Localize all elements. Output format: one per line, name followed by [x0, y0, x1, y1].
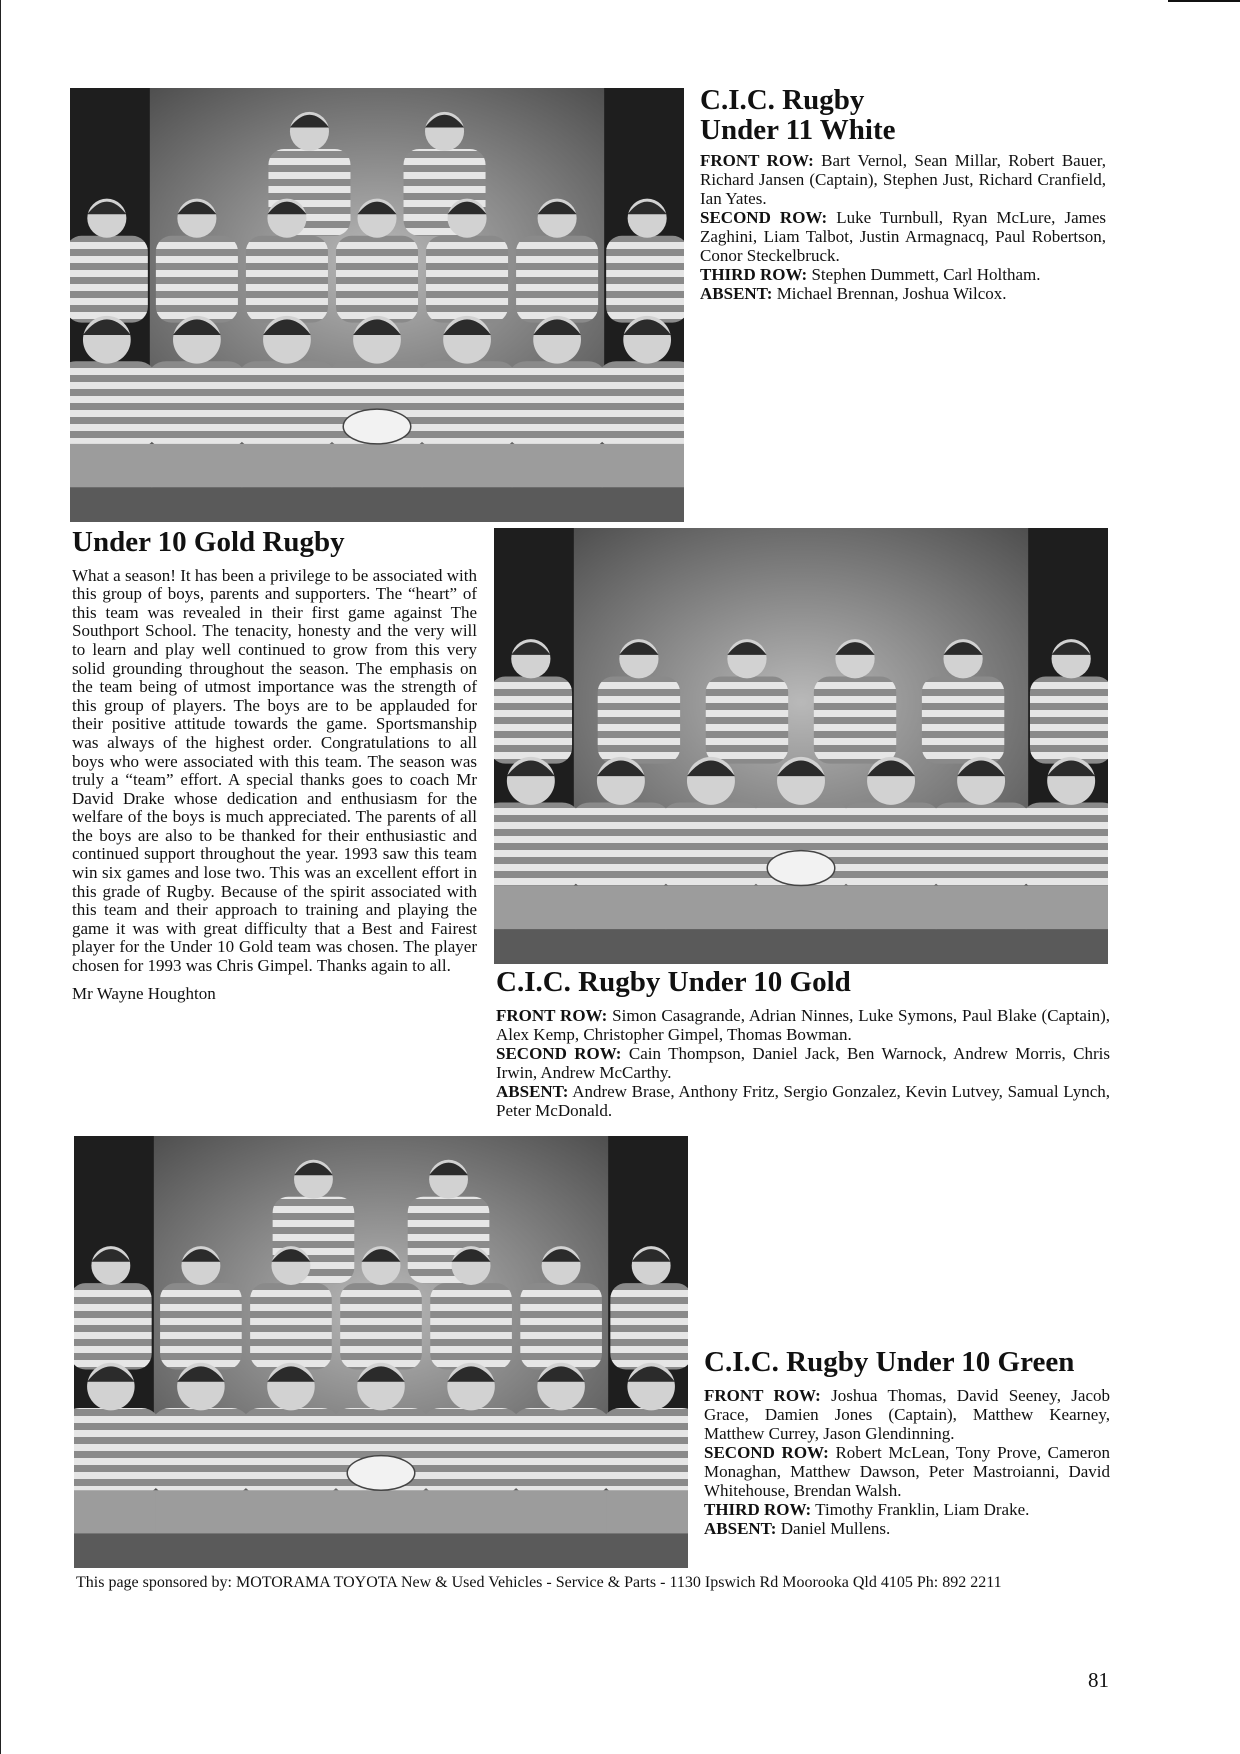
absent-names: Daniel Mullens. [780, 1518, 891, 1538]
team-photo-under-10-green [74, 1136, 688, 1568]
third-row-names: Timothy Franklin, Liam Drake. [815, 1499, 1030, 1519]
second-row-label: SECOND ROW: [496, 1043, 622, 1063]
article-author: Mr Wayne Houghton [72, 983, 216, 1003]
page-corner-rule [1168, 0, 1240, 2]
front-row-names: Bart Vernol, Sean Millar, Robert Bauer, Richard Jansen (Captain), Stephen Just, Richard Cranfield, Ian Yates. [700, 151, 1106, 209]
second-row-names: Luke Turnbull, Ryan McLure, James Zaghini, Liam Talbot, Justin Armagnacq, Paul Robertson, Conor Steckelbruck. [700, 208, 1106, 266]
section-title [700, 86, 1106, 145]
second-row-names: Cain Thompson, Daniel Jack, Ben Warnock, Andrew Morris, Chris Irwin, Andrew McCarthy. [496, 1043, 1111, 1082]
absent-label: ABSENT: [496, 1081, 569, 1101]
front-row-names: Simon Casagrande, Adrian Ninnes, Luke Symons, Paul Blake (Captain), Alex Kemp, Christopher Gimpel, Thomas Bowman. [496, 1005, 1110, 1044]
front-row-label: FRONT ROW: [496, 1005, 608, 1025]
title-line-1: C.I.C. Rugby [700, 84, 865, 116]
team-photo-under-10-gold [494, 528, 1108, 964]
front-row-label: FRONT ROW: [704, 1385, 821, 1405]
page-left-edge [0, 0, 1, 1754]
caption-under-10-green [704, 1348, 1110, 1538]
second-row-label: SECOND ROW: [700, 208, 828, 228]
article-body: What a season! It has been a privilege to be associated with this group of boys, parents and supporters. The “heart” of this team was revealed in their first game against The Southport School. The tenacity, honesty and the very will to learn and play well continued to grow from this very solid grounding throughout the season. The emphasis on the team being of utmost importance was the strength of this group of players. The boys are to be applauded for their positive attitude towards the game. Sportsmanship was always of the highest order. Congratulations to all boys who were associated with this team. The season was truly a “team” effort. A special thanks goes to coach Mr David Drake whose dedication and enthusiasm for the welfare of the boys is much appreciated. The parents of all the boys are also to be thanked for their enthusiastic and continued support throughout the year. 1993 saw this team win six games and lose two. This was an excellent effort in this grade of Rugby. Because of the spirit associated with this team and their approach to training and playing the game it was with great difficulty that a Best and Fairest player for the Under 10 Gold team was chosen. The player chosen for 1993 was Chris Gimpel. Thanks again to all. [72, 565, 477, 976]
caption-under-11-white [700, 86, 1106, 303]
caption-under-10-gold [496, 968, 1110, 1120]
player-list [700, 151, 1106, 303]
team-photo-under-11-white [70, 88, 684, 522]
title-line-2: Under 11 White [700, 113, 896, 146]
third-row-label: THIRD ROW: [704, 1499, 812, 1519]
second-row-label: SECOND ROW: [704, 1442, 829, 1462]
article-under-10-gold [72, 528, 477, 1004]
third-row-label: THIRD ROW: [700, 265, 808, 285]
article-title: Under 10 Gold Rugby [72, 526, 345, 558]
absent-label: ABSENT: [704, 1518, 777, 1538]
sponsor-line: This page sponsored by: MOTORAMA TOYOTA New & Used Vehicles - Service & Parts - 1130 Ipswich Rd Moorooka Qld 4105 Ph: 892 2211 [76, 1574, 1002, 1591]
player-list [496, 1006, 1110, 1120]
front-row-names: Joshua Thomas, David Seeney, Jacob Grace, Damien Jones (Captain), Matthew Kearney, Matthew Currey, Jason Glendinning. [704, 1385, 1110, 1443]
section-title: C.I.C. Rugby Under 10 Green [704, 1346, 1075, 1378]
second-row-names: Robert McLean, Tony Prove, Cameron Monaghan, Matthew Dawson, Peter Mastroianni, David Whitehouse, Brendan Walsh. [704, 1442, 1110, 1500]
absent-names: Andrew Brase, Anthony Fritz, Sergio Gonzalez, Kevin Lutvey, Samual Lynch, Peter McDonald. [496, 1081, 1110, 1120]
front-row-label: FRONT ROW: [700, 151, 814, 171]
section-title: C.I.C. Rugby Under 10 Gold [496, 966, 851, 998]
absent-names: Michael Brennan, Joshua Wilcox. [776, 284, 1007, 304]
player-list [704, 1386, 1110, 1538]
third-row-names: Stephen Dummett, Carl Holtham. [811, 265, 1041, 285]
page-number: 81 [1088, 1668, 1109, 1692]
absent-label: ABSENT: [700, 284, 773, 304]
